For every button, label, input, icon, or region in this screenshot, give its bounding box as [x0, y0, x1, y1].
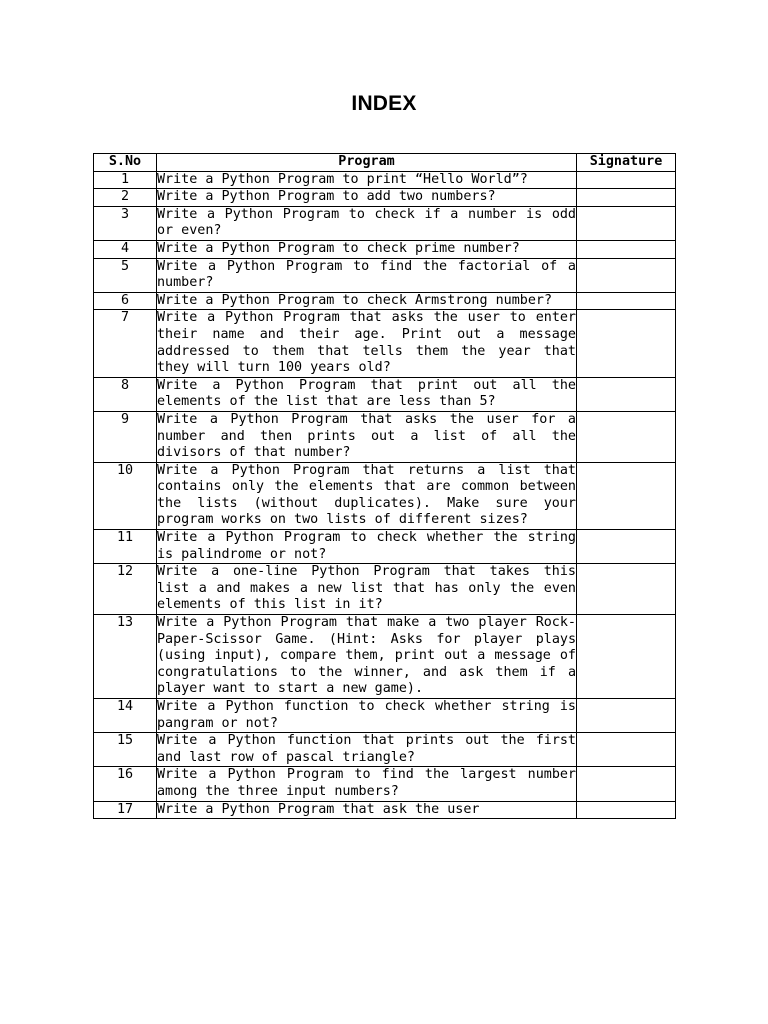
table-row	[94, 377, 676, 411]
table-body	[94, 171, 676, 819]
column-header-program: Program	[157, 154, 577, 172]
row-signature	[577, 411, 676, 462]
row-signature	[577, 462, 676, 529]
table-row	[94, 615, 676, 699]
table-row	[94, 767, 676, 801]
row-sno: 10	[94, 462, 157, 529]
row-program: Write a Python function that prints out the first and last row of pascal triangle?	[157, 733, 577, 767]
table-row	[94, 462, 676, 529]
row-signature	[577, 189, 676, 207]
row-signature	[577, 564, 676, 615]
table-row	[94, 530, 676, 564]
row-signature	[577, 801, 676, 819]
table-row	[94, 310, 676, 377]
row-program: Write a Python Program to add two numbers?	[157, 189, 577, 207]
row-sno: 12	[94, 564, 157, 615]
row-signature	[577, 240, 676, 258]
row-sno: 14	[94, 699, 157, 733]
row-program: Write a Python Program to find the largest number among the three input numbers?	[157, 767, 577, 801]
row-sno: 2	[94, 189, 157, 207]
row-program: Write a Python Program to check Armstrong number?	[157, 292, 577, 310]
row-program: Write a Python function to check whether string is pangram or not?	[157, 699, 577, 733]
row-program: Write a Python Program that asks the user to enter their name and their age. Print out a message addressed to them that tells them the year that they will turn 100 years old?	[157, 310, 577, 377]
table-row	[94, 189, 676, 207]
row-sno: 6	[94, 292, 157, 310]
row-program: Write a one-line Python Program that takes this list a and makes a new list that has only the even elements of this list in it?	[157, 564, 577, 615]
row-sno: 11	[94, 530, 157, 564]
row-signature	[577, 310, 676, 377]
row-sno: 8	[94, 377, 157, 411]
table-row	[94, 258, 676, 292]
row-signature	[577, 377, 676, 411]
row-sno: 7	[94, 310, 157, 377]
index-table	[93, 153, 676, 819]
row-sno: 9	[94, 411, 157, 462]
row-program: Write a Python Program to check prime number?	[157, 240, 577, 258]
row-program: Write a Python Program to check whether the string is palindrome or not?	[157, 530, 577, 564]
table-row	[94, 564, 676, 615]
table-row	[94, 411, 676, 462]
table-row	[94, 206, 676, 240]
row-program: Write a Python Program that returns a list that contains only the elements that are common between the lists (without duplicates). Make sure your program works on two lists of different sizes?	[157, 462, 577, 529]
column-header-signature: Signature	[577, 154, 676, 172]
row-signature	[577, 258, 676, 292]
row-sno: 13	[94, 615, 157, 699]
row-signature	[577, 615, 676, 699]
row-program: Write a Python Program to check if a number is odd or even?	[157, 206, 577, 240]
table-row	[94, 801, 676, 819]
table-row	[94, 699, 676, 733]
row-sno: 15	[94, 733, 157, 767]
table-row	[94, 733, 676, 767]
column-header-sno: S.No	[94, 154, 157, 172]
row-signature	[577, 171, 676, 189]
page-title: INDEX	[351, 92, 417, 115]
row-program: Write a Python Program that asks the user for a number and then prints out a list of all the divisors of that number?	[157, 411, 577, 462]
row-sno: 1	[94, 171, 157, 189]
row-signature	[577, 733, 676, 767]
row-program: Write a Python Program to print “Hello World”?	[157, 171, 577, 189]
row-sno: 5	[94, 258, 157, 292]
row-sno: 17	[94, 801, 157, 819]
row-signature	[577, 699, 676, 733]
table-row	[94, 240, 676, 258]
row-sno: 16	[94, 767, 157, 801]
table-row	[94, 171, 676, 189]
row-program: Write a Python Program that ask the user	[157, 801, 577, 819]
row-signature	[577, 767, 676, 801]
table-row	[94, 292, 676, 310]
row-program: Write a Python Program to find the factorial of a number?	[157, 258, 577, 292]
row-signature	[577, 206, 676, 240]
row-sno: 4	[94, 240, 157, 258]
row-signature	[577, 292, 676, 310]
table-header-row	[94, 154, 676, 172]
row-program: Write a Python Program that print out all the elements of the list that are less than 5?	[157, 377, 577, 411]
row-signature	[577, 530, 676, 564]
row-program: Write a Python Program that make a two player Rock-Paper-Scissor Game. (Hint: Asks for player plays (using input), compare them, print out a message of congratulations to the winner, and ask them if a player want to start a new game).	[157, 615, 577, 699]
row-sno: 3	[94, 206, 157, 240]
